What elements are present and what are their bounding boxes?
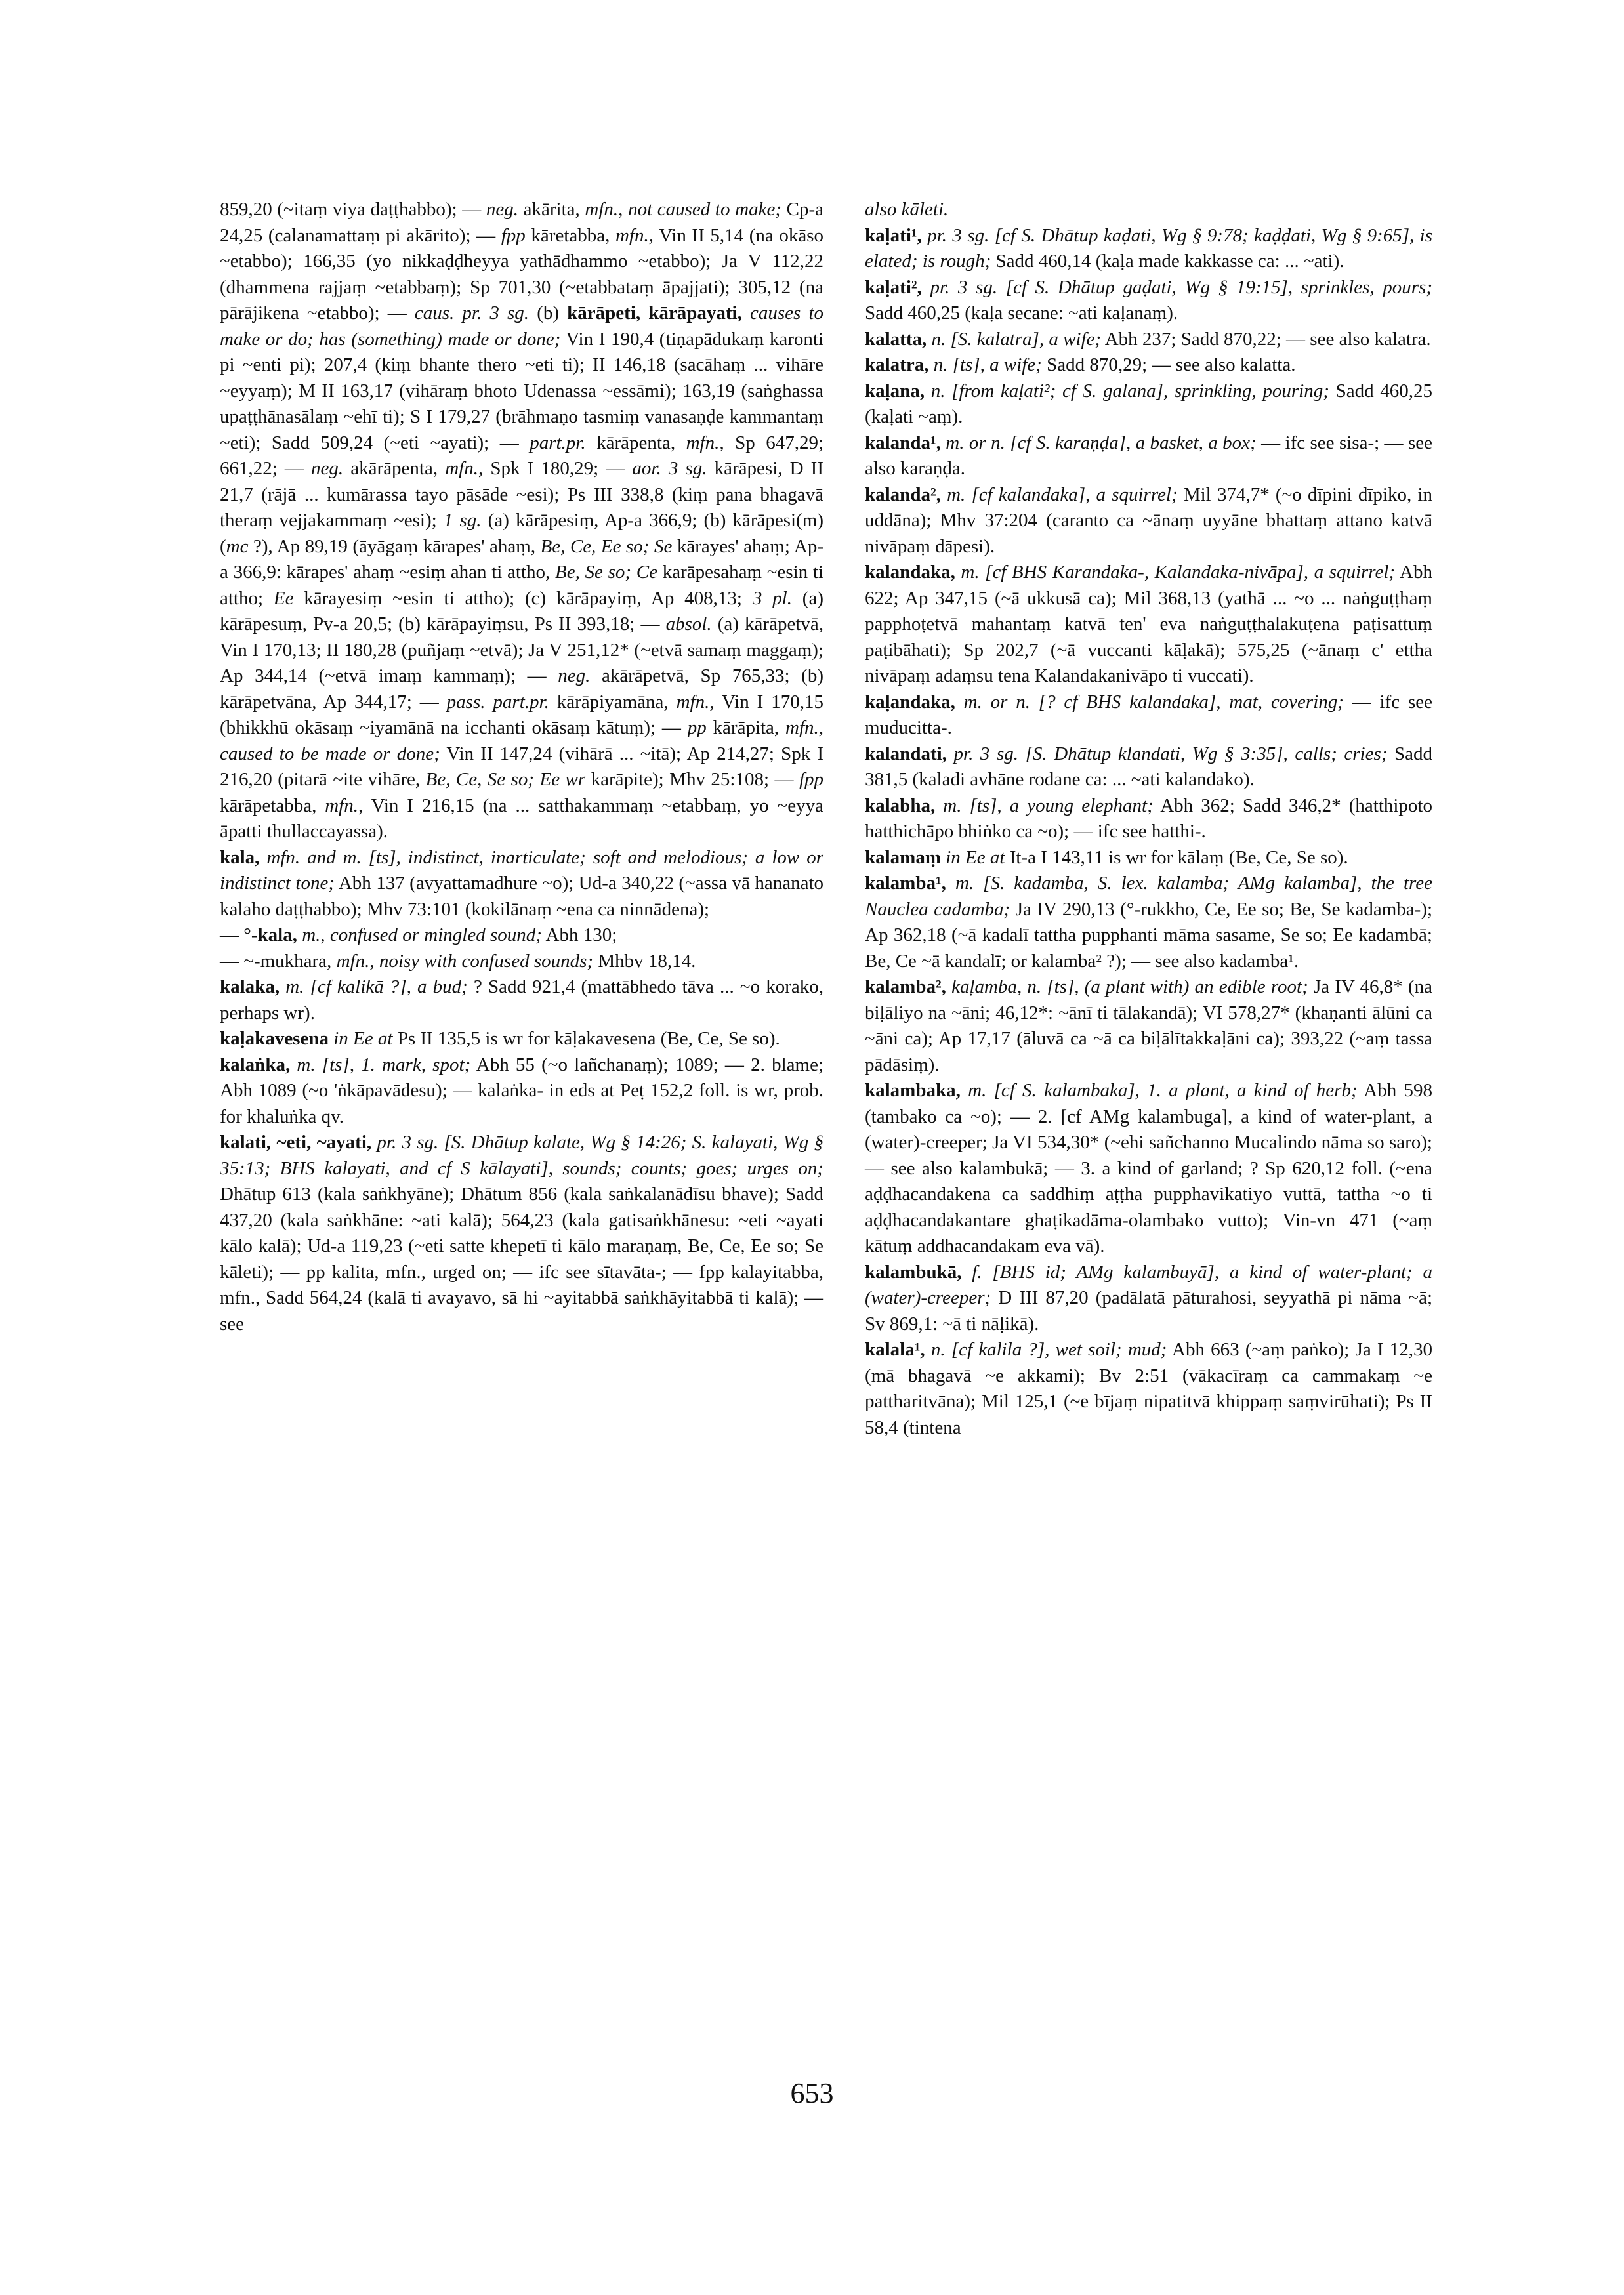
entry-body: Dhātup 613 (kala saṅkhyāne); Dhātum 856 (kala saṅkalanādīsu bhave); Sadd 437,20 (kala saṅkhāne: ~ati kalā); 564,23 (kala gatisaṅkhānesu: ~eti ~ayati kālo kalā); Ud-a 119,23 (~eti satte khepetī ti kālo maraṇaṃ, Be, Ce, Ee so; Se kāleti); — pp kalita, mfn., urged on; — ifc see sītavāta-; — fpp kalayitabba, mfn., Sadd 564,24 (kalā ti avayavo, sā hi ~ayitabbā saṅkhāyitabbā ti kalā); — see bbox=[220, 1184, 823, 1334]
entry-body: Abh 362; Sadd 346,2* (hatthipoto hatthichāpo bhiṅko ca ~o); — ifc see hatthi-. bbox=[865, 795, 1432, 842]
headword: kaḷati², bbox=[865, 276, 922, 298]
headword: kalamba², bbox=[865, 976, 946, 997]
headword: kalati, ~eti, ~ayati, bbox=[220, 1132, 372, 1153]
headword: kalaṅka, bbox=[220, 1054, 291, 1075]
entry-body: Abh 663 (~aṃ paṅko); Ja I 12,30 (mā bhagavā ~e akkami); Bv 2:51 (vākacīraṃ ca cammakaṃ ~e pattharitvāna); Mil 125,1 (~e bījaṃ nipatitvā khippaṃ saṃvirūhati); Ps II 58,4 (tintena bbox=[865, 1339, 1432, 1438]
grammar-gloss: n. [S. kalatra], a wife; bbox=[927, 328, 1102, 350]
dictionary-entry bbox=[220, 1026, 823, 1052]
dictionary-entry bbox=[865, 793, 1432, 845]
headword: kaḷati¹, bbox=[865, 224, 922, 246]
grammar-gloss: f. [BHS id; AMg kalambuyā], a kind of water-plant; a (water)-creeper; bbox=[865, 1261, 1432, 1308]
grammar-gloss: m. [cf S. kalambaka], 1. a plant, a kind of herb; bbox=[960, 1080, 1358, 1101]
headword: kalamba¹, bbox=[865, 873, 946, 894]
dictionary-entry bbox=[220, 1130, 823, 1337]
dictionary-entry bbox=[865, 1078, 1432, 1260]
page-number: 653 bbox=[790, 2077, 834, 2109]
dictionary-entry bbox=[220, 1052, 823, 1130]
grammar-gloss: pr. 3 sg. [S. Dhātup kalate, Wg § 14:26; S. kalayati, Wg § 35:13; BHS kalayati, and cf S kālayati], sounds; counts; goes; urges on; bbox=[220, 1132, 823, 1179]
entry-body: Sadd 460,25 (kaḷa secane: ~ati kaḷanaṃ). bbox=[865, 302, 1178, 323]
entry-body: D III 87,20 (padālatā pāturahosi, seyyathā pi nāma ~ā; Sv 869,1: ~ā ti nāḷikā). bbox=[865, 1287, 1432, 1334]
headword: kalambukā, bbox=[865, 1261, 962, 1283]
grammar-gloss: mfn. and m. [ts], indistinct, inarticulate; soft and melodious; a low or indistinct tone; bbox=[220, 846, 823, 894]
grammar-gloss: in Ee at bbox=[328, 1028, 393, 1049]
headword: kala, bbox=[257, 924, 297, 945]
grammar-gloss: kaḷamba, n. [ts], (a plant with) an edible root; bbox=[946, 976, 1308, 997]
grammar-gloss: m. or n. [? cf BHS kalandaka], mat, covering; bbox=[955, 691, 1344, 713]
entry-body: Mil 374,7* (~o dīpini dīpiko, in uddāna); Mhv 37:204 (caranto ca ~ānaṃ uyyāne bhattaṃ attano katvā nivāpaṃ dāpesi). bbox=[865, 484, 1432, 557]
headword: kalatra, bbox=[865, 354, 929, 375]
headword: kala, bbox=[220, 846, 260, 868]
right-column bbox=[865, 197, 1432, 1441]
grammar-gloss: m. [ts], 1. mark, spot; bbox=[290, 1054, 471, 1075]
dictionary-entry bbox=[865, 741, 1432, 793]
right-continuation-entry: also kāleti. bbox=[865, 199, 949, 220]
headword: kalanda², bbox=[865, 484, 941, 505]
dictionary-entry bbox=[865, 482, 1432, 560]
entry-body: Abh 237; Sadd 870,22; — see also kalatra. bbox=[1101, 328, 1431, 350]
sub-entry: — ~-mukhara, mfn., noisy with confused sounds; Mhbv 18,14. bbox=[220, 950, 696, 972]
entry-body: Ja IV 290,13 (°-rukkho, Ce, Ee so; Be, Se kadamba-); Ap 362,18 (~ā kadalī tattha pupphanti māma sasame, Se so; Ee kadambā; Be, Ce ~ā kandalī; or kalamba² ?); — see also kadamba¹. bbox=[865, 898, 1432, 972]
grammar-gloss: m. [cf BHS Karandaka-, Kalandaka-nivāpa], a squirrel; bbox=[955, 562, 1396, 583]
entry-body: Sadd 870,29; — see also kalatta. bbox=[1041, 354, 1296, 375]
headword: kaḷana, bbox=[865, 380, 925, 402]
dictionary-entry bbox=[865, 379, 1432, 430]
entry-body: — ifc see sisa-; — see also karaṇḍa. bbox=[865, 432, 1432, 479]
grammar-gloss: n. [from kaḷati²; cf S. galana], sprinkling, pouring; bbox=[925, 380, 1329, 402]
grammar-gloss: in Ee at bbox=[941, 846, 1005, 868]
dictionary-entry bbox=[865, 690, 1432, 741]
entry-body: — ifc see muducitta-. bbox=[865, 691, 1432, 738]
dictionary-entry bbox=[865, 560, 1432, 690]
entry-body: Ps II 135,5 is wr for kāḷakavesena (Be, Ce, Se so). bbox=[392, 1028, 780, 1049]
dictionary-entry bbox=[865, 845, 1432, 871]
entry-body: Abh 598 (tambako ca ~o); — 2. [cf AMg kalambuga], a kind of water-plant, a (water)-creeper; Ja VI 534,30* (~ehi sañchanno Mucalindo nāma so saro); — see also kalambukā; — 3. a kind of garland; ? Sp 620,12 foll. (~ena aḍḍhacandakena ca saddhiṃ aṭṭha pupphavikatiyo vuttā, tattha ~o ti aḍḍhacandakantare ghaṭikadāma-olambako vutto); Vin-vn 471 (~aṃ kātuṃ addhacandakam eva vā). bbox=[865, 1080, 1432, 1256]
sub-entry: — °-kala, m., confused or mingled sound; Abh 130; bbox=[220, 924, 617, 945]
dictionary-entry bbox=[865, 871, 1432, 974]
entry-body: Ja IV 46,8* (na biḷāliyo na ~āni; 46,12*: ~ānī ti tālakandā); VI 578,27* (khaṇanti ālūni ca ~āni ca); Ap 17,17 (āluvā ca ~ā ca biḷālītakkaḷāni ca); 393,22 (~aṃ tassa pādāsiṃ). bbox=[865, 976, 1433, 1075]
dictionary-entry bbox=[865, 974, 1432, 1078]
dictionary-entry bbox=[865, 275, 1432, 327]
grammar-gloss: m. [cf kalikā ?], a bud; bbox=[280, 976, 468, 997]
entry-body: Sadd 460,14 (kaḷa made kakkasse ca: ... ~ati). bbox=[991, 251, 1344, 272]
dictionary-entry bbox=[865, 352, 1432, 379]
entry-body: Sadd 381,5 (kaladi avhāne rodane ca: ... ~ati kalandako). bbox=[865, 743, 1432, 790]
left-continuation-entry: 859,20 (~itaṃ viya daṭṭhabbo); — neg. akārita, mfn., not caused to make; Cp-a 24,25 (calanamattaṃ pi akārito); — fpp kāretabba, mfn., Vin II 5,14 (na okāso ~etabbo); 166,35 (yo nikkaḍḍheyya yathādhammo ~etabbo); Ja V 112,22 (dhammena rajjaṃ ~etabbaṃ); Sp 701,30 (~etabbataṃ āpajjati); 305,12 (na pārājikena ~etabbo); — caus. pr. 3 sg. (b) kārāpeti, kārāpayati, causes to make or do; has (something) made or done; Vin I 190,4 (tiṇapādukaṃ karonti pi ~enti pi); 207,4 (kiṃ bhante thero ~eti ti); II 146,18 (sacāhaṃ ... vihāre ~eyyaṃ); M II 163,17 (vihāraṃ bhoto Udenassa ~essāmi); 163,19 (saṅghassa upaṭṭhānasālaṃ ~ehī ti); S I 179,27 (brāhmaṇo tasmiṃ vanasaṇḍe kammantaṃ ~eti); Sadd 509,24 (~eti ~ayati); — part.pr. kārāpenta, mfn., Sp 647,29; 661,22; — neg. akārāpenta, mfn., Spk I 180,29; — aor. 3 sg. kārāpesi, D II 21,7 (rājā ... kumārassa tayo pāsāde ~esi); Ps III 338,8 (kiṃ pana bhagavā theraṃ vejjakammaṃ ~esi); 1 sg. (a) kārāpesiṃ, Ap-a 366,9; (b) kārāpesi(m) (mc ?), Ap 89,19 (āyāgaṃ kārapes' ahaṃ, Be, Ce, Ee so; Se kārayes' ahaṃ; Ap-a 366,9: kārapes' ahaṃ ~esiṃ ahan ti attho, Be, Se so; Ce karāpesahaṃ ~esin ti attho; Ee kārayesiṃ ~esin ti attho); (c) kārāpayiṃ, Ap 408,13; 3 pl. (a) kārāpesuṃ, Pv-a 20,5; (b) kārāpayiṃsu, Ps II 393,18; — absol. (a) kārāpetvā, Vin I 170,13; II 180,28 (puñjaṃ ~etvā); Ja V 251,12* (~etvā samaṃ maggaṃ); Ap 344,14 (~etvā imaṃ kammaṃ); — neg. akārāpetvā, Sp 765,33; (b) kārāpetvāna, Ap 344,17; — pass. part.pr. kārāpiyamāna, mfn., Vin I 170,15 (bhikkhū okāsaṃ ~iyamānā na icchanti okāsaṃ kātuṃ); — pp kārāpita, mfn., caused to be made or done; Vin II 147,24 (vihārā ... ~itā); Ap 214,27; Spk I 216,20 (pitarā ~ite vihāre, Be, Ce, Se so; Ee wr karāpite); Mhv 25:108; — fpp kārāpetabba, mfn., Vin I 216,15 (na ... satthakammaṃ ~etabbaṃ, yo ~eyya āpatti thullaccayassa). bbox=[220, 199, 824, 842]
dictionary-entry bbox=[865, 327, 1432, 353]
grammar-gloss: n. [cf kalila ?], wet soil; mud; bbox=[925, 1339, 1167, 1360]
grammar-gloss: m. or n. [cf S. karaṇḍa], a basket, a box; bbox=[940, 432, 1257, 453]
grammar-gloss: pr. 3 sg. [cf S. Dhātup gaḍati, Wg § 19:15], sprinkles, pours; bbox=[921, 276, 1432, 298]
headword: kalanda¹, bbox=[865, 432, 941, 453]
grammar-gloss: m. [cf kalandaka], a squirrel; bbox=[940, 484, 1178, 505]
right-entries-list bbox=[865, 223, 1432, 1441]
grammar-gloss: n. [ts], a wife; bbox=[928, 354, 1042, 375]
left-column bbox=[220, 197, 823, 1337]
headword: kalambaka, bbox=[865, 1080, 961, 1101]
dictionary-entry bbox=[865, 1260, 1432, 1338]
headword: kalandati, bbox=[865, 743, 947, 764]
entry-body: Sadd 460,25 (kaḷati ~aṃ). bbox=[865, 380, 1433, 427]
headword: kalandaka, bbox=[865, 562, 955, 583]
dictionary-entry bbox=[865, 223, 1432, 275]
entry-body: Abh 137 (avyattamadhure ~o); Ud-a 340,22 (~assa vā hananato kalaho daṭṭhabbo); Mhv 73:101 (kokilānaṃ ~ena ca ninnādena); bbox=[220, 873, 823, 920]
headword: kaḷandaka, bbox=[865, 691, 955, 713]
headword: kalamaṃ bbox=[865, 846, 941, 868]
entry-body: ? Sadd 921,4 (mattābhedo tāva ... ~o korako, perhaps wr). bbox=[220, 976, 823, 1023]
headword: kaḷakavesena bbox=[220, 1028, 329, 1049]
grammar-gloss: m. [ts], a young elephant; bbox=[935, 795, 1154, 816]
grammar-gloss: pr. 3 sg. [cf S. Dhātup kaḍati, Wg § 9:78; kaḍḍati, Wg § 9:65], is elated; is rough; bbox=[865, 224, 1432, 272]
headword: kārāpeti, kārāpayati, bbox=[567, 302, 742, 323]
headword: kalatta, bbox=[865, 328, 927, 350]
headword: kalaka, bbox=[220, 976, 280, 997]
entry-body: Abh 55 (~o lañchanaṃ); 1089; — 2. blame; Abh 1089 (~o 'ṅkāpavādesu); — kalaṅka- in eds at Peṭ 152,2 foll. is wr, prob. for khaluṅka qv. bbox=[220, 1054, 823, 1127]
entry-body: It-a I 143,11 is wr for kālaṃ (Be, Ce, Se so). bbox=[1005, 846, 1348, 868]
grammar-gloss: pr. 3 sg. [S. Dhātup klandati, Wg § 3:35], calls; cries; bbox=[946, 743, 1388, 764]
dictionary-entry bbox=[220, 974, 823, 1026]
dictionary-entry bbox=[865, 1337, 1432, 1441]
headword: kalabha, bbox=[865, 795, 936, 816]
dictionary-entry bbox=[865, 430, 1432, 482]
grammar-gloss: m. [S. kadamba, S. lex. kalamba; AMg kalamba], the tree Nauclea cadamba; bbox=[865, 873, 1432, 920]
entry-body: Abh 622; Ap 347,15 (~ā ukkusā ca); Mil 368,13 (yathā ... ~o ... naṅguṭṭhaṃ papphoṭetvā mahantaṃ katvā ten' eva naṅguṭṭhalakuṭena paṭisattuṃ paṭibāhati); Sp 202,7 (~ā vuccanti kāḷakā); 575,25 (~ānaṃ c' ettha nivāpaṃ adaṃsu tena Kalandakanivāpo ti vuccati). bbox=[865, 562, 1433, 686]
headword: kalala¹, bbox=[865, 1339, 925, 1360]
dictionary-entry bbox=[220, 845, 823, 923]
